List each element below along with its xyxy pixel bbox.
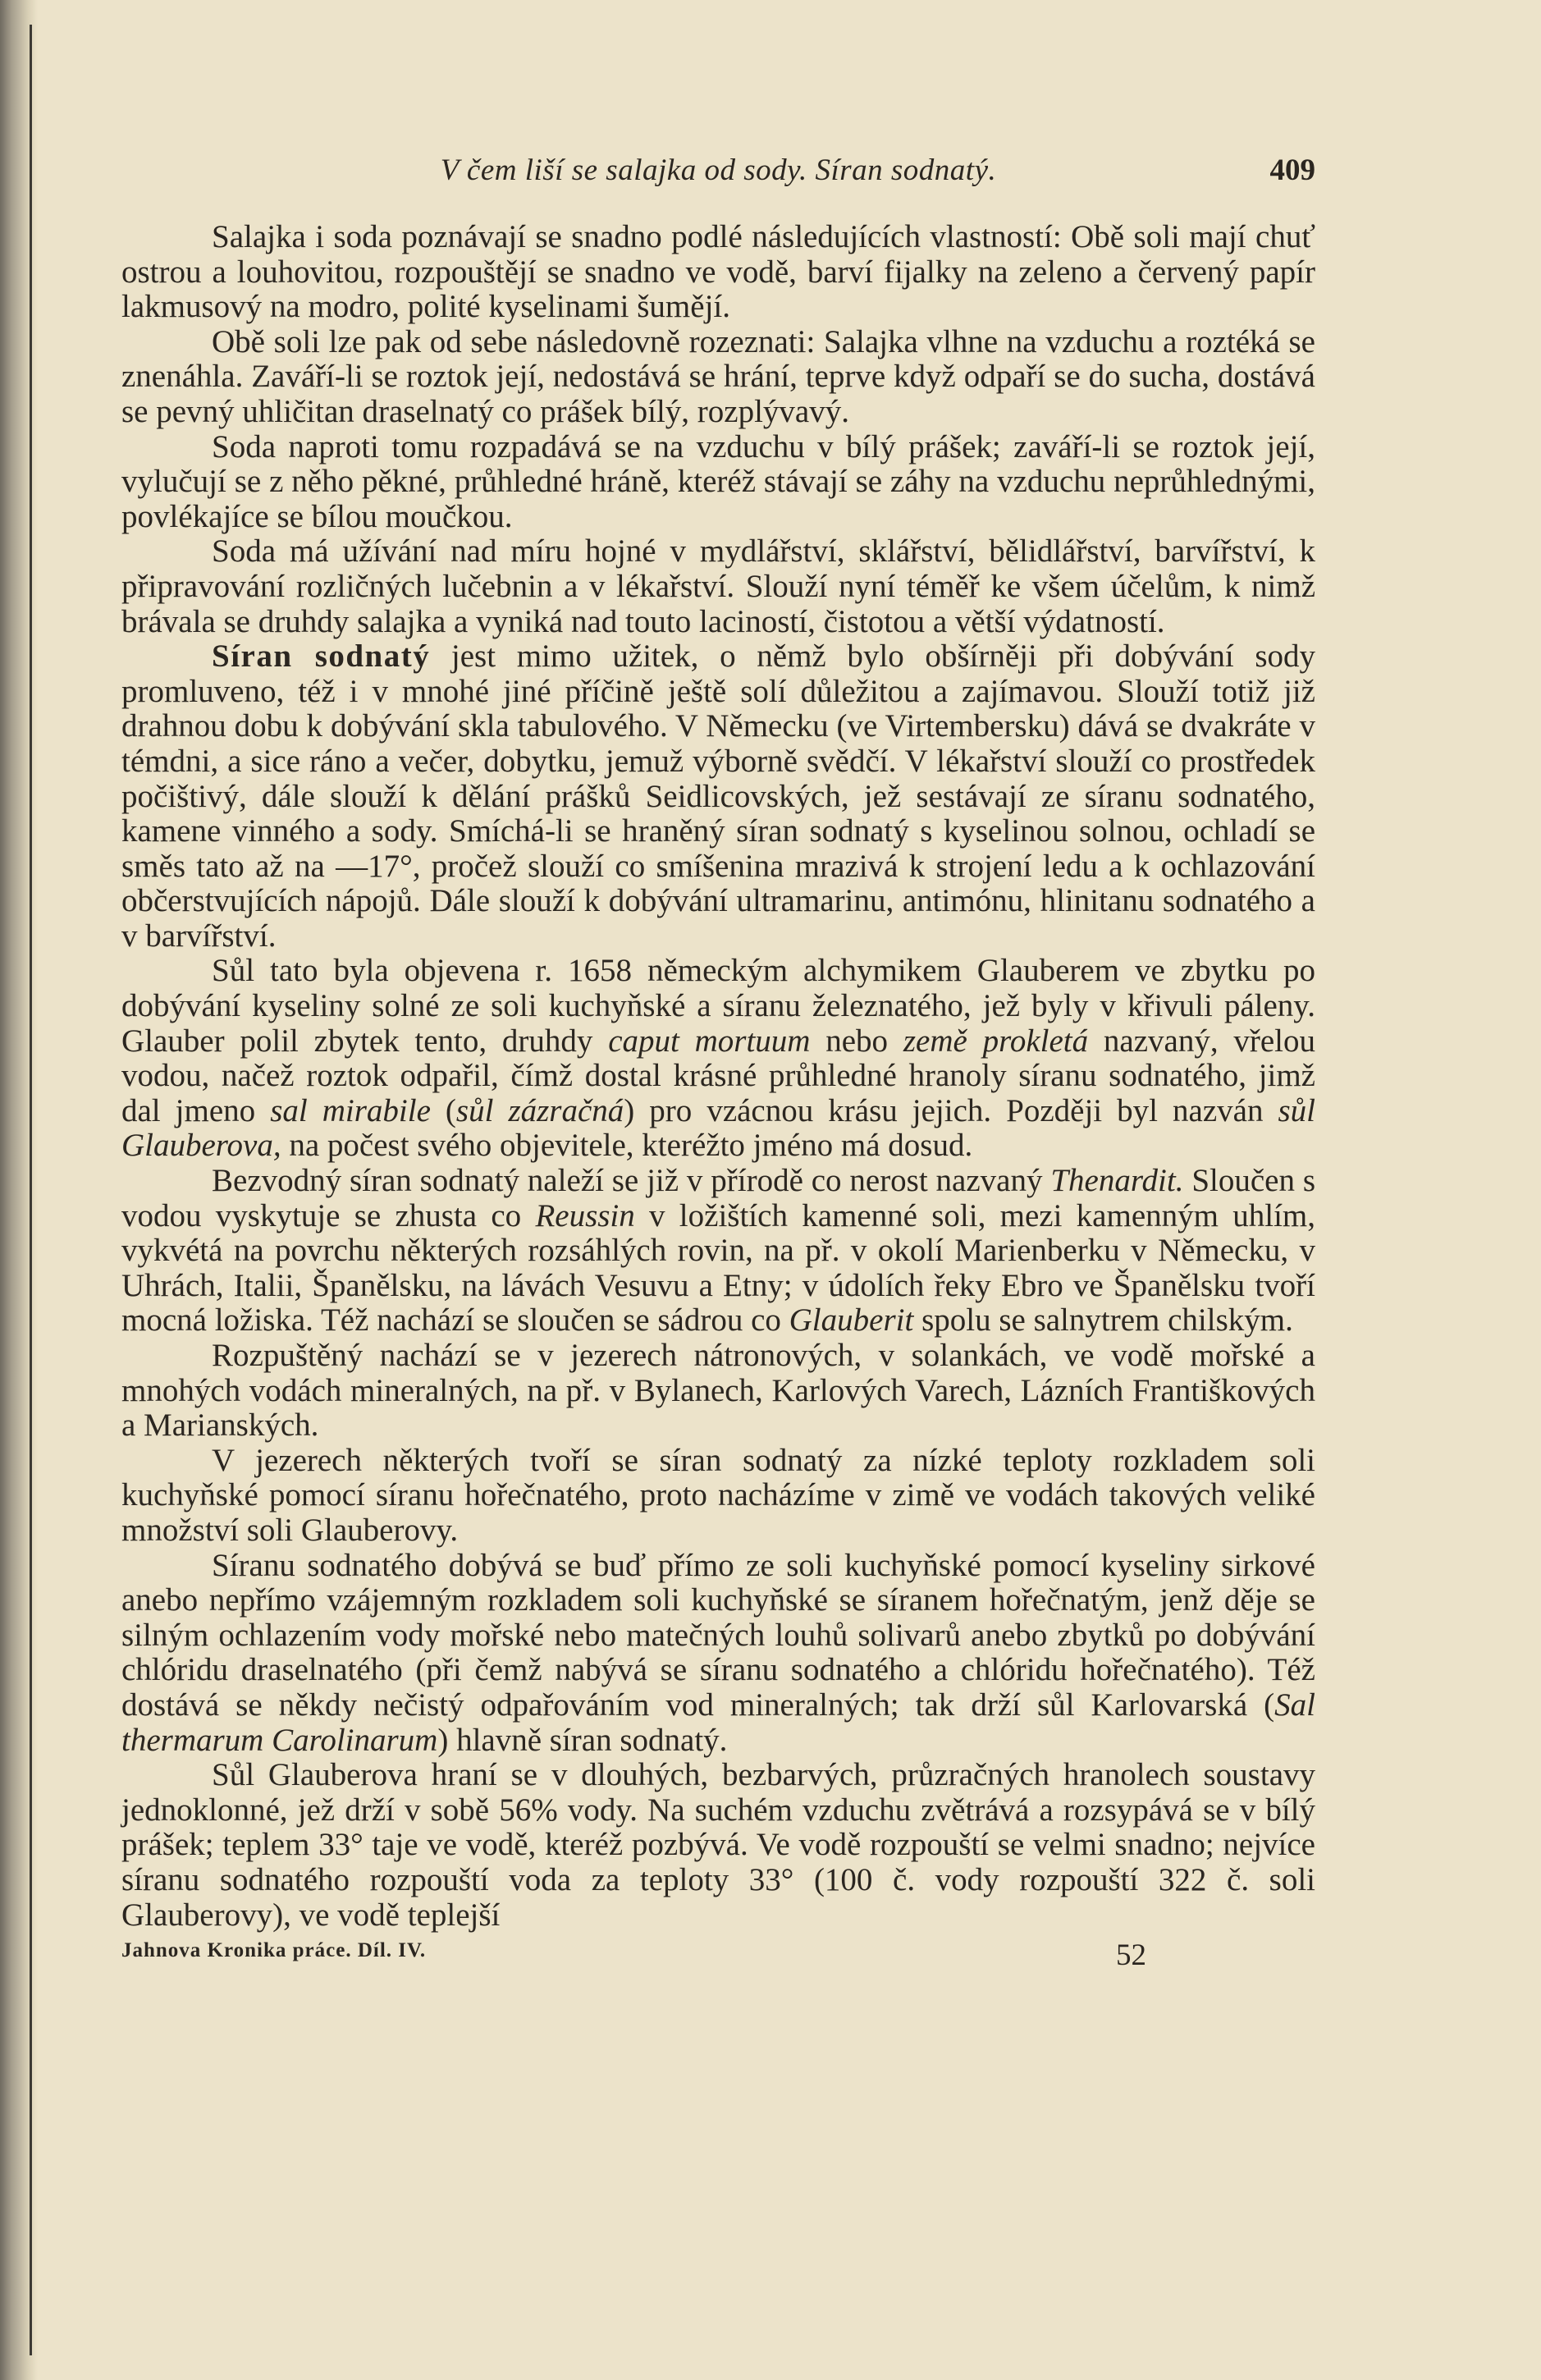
page-number: 409 xyxy=(1269,153,1315,187)
italic-term: sůl zázračná xyxy=(455,1092,624,1128)
paragraph: Sůl Glauberova hraní se v dlouhých, bezbarvých, průzračných hranolech soustavy jednoklonné, jež drží v sobě 56% vody. Na suchém vzduchu zvětrává a rozsypává se v bílý prášek; teplem 33° taje ve vodě, kteréž pozbývá. Ve vodě rozpouští se velmi snadno; nejvíce síranu sodnatého rozpouští voda za teploty 33° (100 č. vody rozpouští 322 č. soli Glauberovy), ve vodě teplejší xyxy=(121,1757,1315,1933)
italic-term: země prokletá xyxy=(903,1023,1089,1059)
text-run: ) pro vzácnou krásu jejich. Později byl nazván xyxy=(624,1092,1278,1128)
paragraph: Obě soli lze pak od sebe následovně rozeznati: Salajka vlhne na vzduchu a roztéká se znenáhla. Zaváří-li se roztok její, nedostává se hrání, teprve když odpaří se do sucha, dostává se pevný uhličitan draselnatý co prášek bílý, rozplývavý. xyxy=(121,323,1315,429)
body-text xyxy=(121,220,1315,1933)
text-run: v ložištích kamenné soli, mezi kamenným uhlím, vykvétá na povrchu některých rozsáhlých rovin, na př. v okolí Marienberku v Německu, v Uhrách, Italii, Španělsku, na lávách Vesuvu a Etny; v údolích řeky Ebro ve Španělsku tvoří mocná ložiska. Též nachází se sloučen se sádrou co xyxy=(121,1197,1315,1339)
paragraph xyxy=(121,1164,1315,1339)
text-run: spolu se salnytrem chilským. xyxy=(913,1302,1293,1339)
paragraph: Salajka i soda poznávají se snadno podlé následujících vlastností: Obě soli mají chuť ostrou a louhovitou, rozpouštějí se snadno ve vodě, barví fijalky na zeleno a červený papír lakmusový na modro, polité kyselinami šumějí. xyxy=(121,219,1315,325)
latin-term: Sal thermarum Carolinarum xyxy=(121,1687,1315,1758)
text-run: Sůl tato byla objevena r. 1658 německým alchymikem Glauberem ve zbytku po dobývání kyseliny solné ze soli kuchyňské a síranu železnatého, jež byly v křivuli páleny. Glauber polil zbytek tento, druhdy xyxy=(121,953,1315,1059)
book-page xyxy=(121,153,1315,1979)
text-run: Síranu sodnatého dobývá se buď přímo ze soli kuchyňské pomocí kyseliny sirkové anebo nepřímo vzájemným rozkladem soli kuchyňské se síranem hořečnatým, jenž děje se silným ochlazením vody mořské nebo matečných louhů solivarů anebo zbytků po dobývání chlóridu draselnatého (při čemž nabývá se síranu sodnatého a chlóridu hořečnatého). Též dostává se někdy nečistý odpařováním vod mineralných; tak drží sůl Karlovarská ( xyxy=(121,1547,1315,1723)
text-run: ( xyxy=(430,1092,456,1128)
paragraph: Soda naproti tomu rozpadává se na vzduchu v bílý prášek; zaváří-li se roztok její, vylučují se z něho pěkné, průhledné hráně, kteréž stávají se záhy na vzduchu neprůhlednými, povlékajíce se bílou moučkou. xyxy=(121,428,1315,534)
printer-signature: Jahnova Kronika práce. Díl. IV. xyxy=(121,1939,427,1962)
latin-term: sal mirabile xyxy=(270,1092,431,1128)
page-footer xyxy=(121,1938,1315,1979)
sheet-number: 52 xyxy=(1116,1938,1146,1973)
mineral-name: Thenardit. xyxy=(1050,1163,1184,1199)
text-run: nebo xyxy=(810,1023,903,1059)
book-binding-edge xyxy=(0,0,38,2380)
binding-line xyxy=(30,25,32,2355)
paragraph xyxy=(121,1549,1315,1759)
paragraph-text: jest mimo užitek, o němž bylo obšírněji při dobývání sody promluveno, též i v mnohé jiné příčině ještě solí důležitou a zajímavou. Slouží totiž již drahnou dobu k dobývání skla tabulového. V Německu (ve Virtembersku) dává se dvakráte v témdni, a sice ráno a večer, dobytku, jemuž výborně svědčí. V lékařství slouží co prostředek počištivý, dále slouží k dělání prášků Seidlicovských, jež sestávají ze síranu sodnatého, kamene vinného a sody. Smíchá-li se hraněný síran sodnatý s kyselinou solnou, ochladí se směs tato až na —17°, pročež slouží co smíšenina mrazivá k strojení ledu a k ochlazování občerstvujících nápojů. Dále slouží k dobývání ultramarinu, antimónu, hlinitanu sodnatého a v barvířství. xyxy=(121,638,1315,954)
paragraph: V jezerech některých tvoří se síran sodnatý za nízké teploty rozkladem soli kuchyňské pomocí síranu hořečnatého, proto nacházíme v zimě ve vodách takových veliké množství soli Glauberovy. xyxy=(121,1442,1315,1548)
paragraph: Soda má užívání nad míru hojné v mydlářství, sklářství, bělidlářství, barvířství, k připravování rozličných lučebnin a v lékařství. Slouží nyní téměř ke všem účelům, k nimž brávala se druhdy salajka a vyniká nad touto laciností, čistotou a větší výdatností. xyxy=(121,533,1315,639)
running-head: V čem liší se salajka od sody. Síran sodnatý. xyxy=(440,153,997,187)
paragraph xyxy=(121,954,1315,1164)
text-run: na počest svého objevitele, kteréžto jméno má dosud. xyxy=(281,1128,973,1164)
paragraph: Rozpuštěný nachází se v jezerech nátronových, v solankách, ve vodě mořské a mnohých vodách mineralných, na př. v Bylanech, Karlových Varech, Lázních Františkových a Marianských. xyxy=(121,1338,1315,1444)
text-run: Sloučen s vodou vyskytuje se zhusta co xyxy=(121,1163,1315,1233)
section-lead-term: Síran sodnatý xyxy=(212,638,431,675)
text-run: nazvaný, vřelou vodou, načež roztok odpařil, čímž dostal krásné průhledné hranoly síranu sodnatého, jimž dal jmeno xyxy=(121,1023,1315,1128)
mineral-name: Glauberit xyxy=(789,1302,914,1339)
italic-term: sůl Glauberova, xyxy=(121,1092,1315,1164)
paragraph xyxy=(121,639,1315,954)
text-run: Bezvodný síran sodnatý naleží se již v přírodě co nerost nazvaný xyxy=(212,1163,1051,1199)
latin-term: caput mortuum xyxy=(608,1023,811,1059)
page-header xyxy=(121,153,1315,204)
mineral-name: Reussin xyxy=(535,1197,635,1233)
text-run: ) hlavně síran sodnatý. xyxy=(437,1722,728,1758)
